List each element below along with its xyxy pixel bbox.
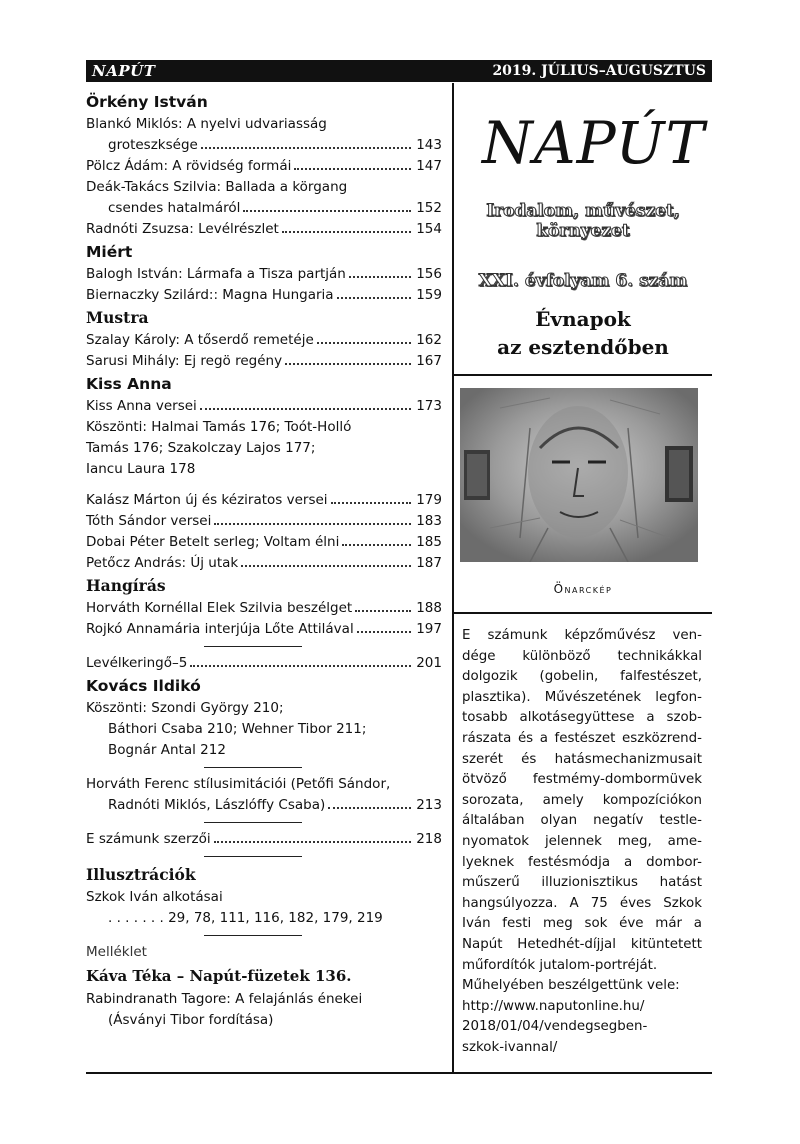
section-title: Mustra [86, 308, 149, 327]
entry-title: Levélkeringő–5 [86, 655, 188, 671]
toc-entry [86, 553, 442, 574]
page-number: 159 [416, 287, 442, 303]
illustrations-line: Szkok Iván alkotásai [86, 889, 223, 905]
toc-entry [86, 114, 442, 156]
entry-title: groteszksége [108, 137, 198, 153]
divider [204, 822, 302, 823]
entry-title: Petőcz András: Új utak [86, 555, 239, 571]
description-line: tosabb alkotásegyüttese a szob- [462, 710, 702, 726]
brand-logo-text: NAPÚT [482, 109, 706, 175]
description-line: általában olyan negatív testle- [462, 813, 702, 829]
section-title: Kiss Anna [86, 375, 172, 393]
toc-entry [86, 532, 442, 553]
page-header [86, 60, 712, 82]
description-line: szerét és hatásmechanizmusait [462, 751, 702, 767]
page-number: 218 [416, 831, 442, 847]
greeting-line: Köszönti: Halmai Tamás 176; Toót-Holló [86, 419, 352, 435]
toc-entry [86, 490, 442, 511]
toc-entry [86, 598, 442, 619]
toc-entry [86, 330, 442, 351]
page-number: 143 [416, 137, 442, 153]
description-line: műszerű illuzionisztikus hatást [462, 875, 702, 891]
entry-title: csendes hatalmáról [108, 200, 241, 216]
description-line: lyeknek festésmódja a dombor- [462, 854, 702, 870]
entry-title: Dobai Péter Betelt serleg; Voltam élni [86, 534, 340, 550]
entry-line: Deák-Takács Szilvia: Ballada a körgang [86, 179, 348, 195]
portrait-image [460, 388, 698, 562]
greeting-line: Iancu Laura 178 [86, 461, 196, 477]
header-logo: NAPÚT [92, 62, 156, 80]
description-line: szkok-ivannal/ [462, 1039, 558, 1055]
illustrations-pages: . . . . . . . 29, 78, 111, 116, 182, 179, 219 [108, 910, 383, 926]
section-title: Örkény István [86, 93, 208, 111]
section-title: Hangírás [86, 576, 166, 595]
toc-entry [86, 619, 442, 640]
section-title: Miért [86, 243, 133, 261]
page-number: 173 [416, 398, 442, 414]
page-number: 183 [416, 513, 442, 529]
divider [204, 935, 302, 936]
entry-title: Biernaczky Szilárd:: Magna Hungaria [86, 287, 334, 303]
description-line: ötvöző festmémy-dombormüvek [462, 772, 702, 788]
artist-description [462, 626, 702, 1058]
entry-line: Blankó Miklós: A nyelvi udvariasság [86, 116, 327, 132]
entry-title: Radnóti Zsuzsa: Levélrészlet [86, 221, 279, 237]
description-line: dége különböző technikákkal [462, 648, 702, 664]
entry-title: Kalász Márton új és kéziratos versei [86, 492, 328, 508]
toc-entry [86, 156, 442, 177]
page-number: 179 [416, 492, 442, 508]
description-line: 2018/01/04/vendegsegben- [462, 1019, 648, 1035]
illustrations-list [86, 887, 442, 929]
entry-title: Rojkó Annamária interjúja Lőte Attilával [86, 621, 354, 637]
divider [204, 767, 302, 768]
toc-entry [86, 774, 442, 816]
description-line: dolgozik (gobelin, falfestészet, [462, 669, 702, 685]
description-line: Műhelyében beszélgettünk vele: [462, 978, 680, 994]
entry-title: Sarusi Mihály: Ej regö regény [86, 353, 283, 369]
page-number: 213 [416, 797, 442, 813]
theme-line: Évnapok [535, 307, 631, 331]
toc-entry [86, 396, 442, 417]
page-number: 162 [416, 332, 442, 348]
entry-title: Radnóti Miklós, Lászlóffy Csaba) [108, 797, 326, 813]
toc-entry [86, 653, 442, 674]
entry-title: Pölcz Ádám: A rövidség formái [86, 158, 292, 174]
entry-title: E számunk szerzői [86, 831, 211, 847]
description-line: műfordítók jutalom-portréját. [462, 957, 658, 973]
bottom-rule [86, 1072, 712, 1074]
greeting-line: Köszönti: Szondi György 210; [86, 700, 284, 716]
page-number: 156 [416, 266, 442, 282]
description-line: rászata és a festészet eszközrend- [462, 730, 702, 746]
description-line: E számunk képzőművész ven- [462, 628, 702, 643]
issue-theme [454, 305, 712, 361]
greeting-line: Tamás 176; Szakolczay Lajos 177; [86, 440, 316, 456]
toc-entry [86, 177, 442, 219]
description-line: http://www.naputonline.hu/ [462, 998, 645, 1014]
divider [204, 856, 302, 857]
table-of-contents [86, 90, 442, 1031]
page-number: 147 [416, 158, 442, 174]
toc-entry [86, 829, 442, 850]
page-number: 201 [416, 655, 442, 671]
page-number: 188 [416, 600, 442, 616]
attachment-entry [86, 989, 442, 1031]
page-number: 167 [416, 353, 442, 369]
description-line: nyomatok jelennek meg, ame- [462, 833, 702, 849]
entry-line: Horváth Ferenc stílusimitációi (Petőfi Sándor, [86, 776, 391, 792]
toc-entry [86, 285, 442, 306]
page-number: 187 [416, 555, 442, 571]
description-line: sorozata, amely kompozíciókon [462, 792, 702, 808]
toc-entry [86, 219, 442, 240]
issue-date: 2019. JÚLIUS–AUGUSZTUS [492, 63, 706, 79]
theme-line: az esztendőben [497, 335, 669, 359]
page-number: 154 [416, 221, 442, 237]
attachment-line: Rabindranath Tagore: A felajánlás énekei [86, 991, 363, 1007]
divider [204, 646, 302, 647]
description-line: Iván festi meg sok éve már a [462, 916, 702, 932]
box-rule [454, 374, 712, 376]
entry-title: Kiss Anna versei [86, 398, 197, 414]
greetings [86, 417, 442, 480]
entry-title: Balogh István: Lármafa a Tisza partján [86, 266, 346, 282]
description-line: Napút Hetedhét-díjjal kitüntetett [462, 936, 702, 952]
attachment-label: Melléklet [86, 944, 147, 960]
page-number: 197 [416, 621, 442, 637]
greeting-line: Báthori Csaba 210; Wehner Tibor 211; [108, 721, 367, 737]
attachment-line: (Ásványi Tibor fordítása) [108, 1012, 274, 1028]
greetings [86, 698, 442, 761]
portrait-caption: Önarckép [553, 582, 613, 596]
page-number: 185 [416, 534, 442, 550]
box-rule [454, 612, 712, 614]
entry-title: Tóth Sándor versei [86, 513, 212, 529]
description-line: hangsúlyozza. A 75 éves Szkok [462, 895, 702, 911]
page-number: 152 [416, 200, 442, 216]
greeting-line: Bognár Antal 212 [108, 742, 226, 758]
subtitle-line: környezet [536, 221, 630, 241]
entry-title: Szalay Károly: A tőserdő remetéje [86, 332, 314, 348]
toc-entry [86, 351, 442, 372]
attachment-title: Káva Téka – Napút-füzetek 136. [86, 967, 352, 985]
subtitle-line: Irodalom, művészet, [486, 201, 680, 221]
subtitle [454, 201, 712, 241]
section-title: Kovács Ildikó [86, 677, 201, 695]
section-title: Illusztrációk [86, 865, 196, 884]
volume-info: XXI. évfolyam 6. szám [478, 271, 688, 291]
entry-title: Horváth Kornéllal Elek Szilvia beszélget [86, 600, 353, 616]
toc-entry [86, 264, 442, 285]
description-line: plasztika). Művészetének legfon- [462, 689, 702, 705]
toc-entry [86, 511, 442, 532]
brand-logo [472, 105, 712, 175]
